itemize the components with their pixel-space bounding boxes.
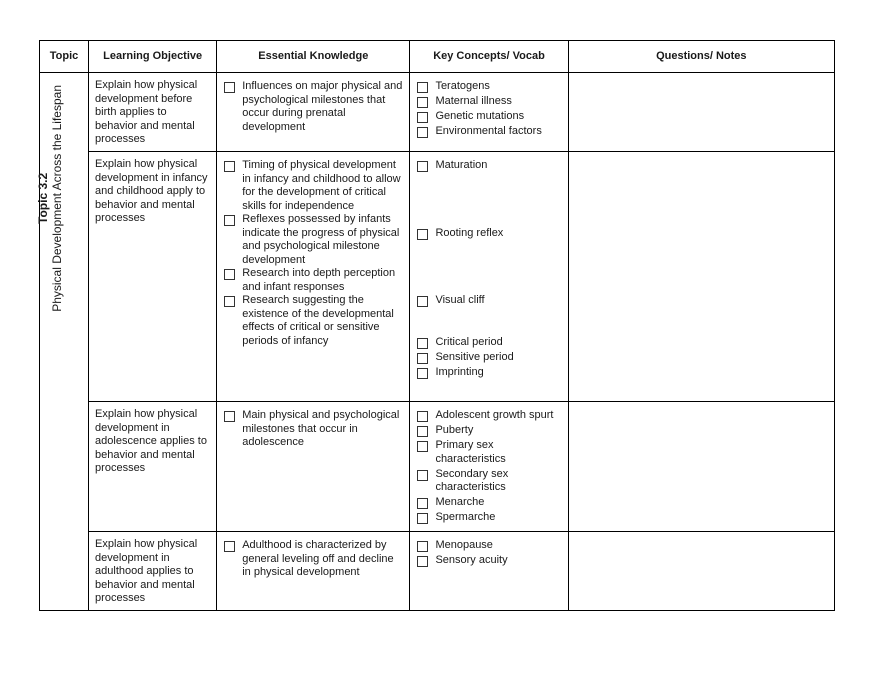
checkbox[interactable] bbox=[417, 229, 428, 240]
concept-item[interactable] bbox=[417, 294, 561, 308]
checkbox[interactable] bbox=[417, 97, 428, 108]
header-key-concepts: Key Concepts/ Vocab bbox=[410, 41, 568, 73]
checkbox[interactable] bbox=[224, 269, 235, 280]
concepts-cell bbox=[410, 73, 568, 152]
concept-item[interactable] bbox=[417, 554, 561, 568]
checkbox[interactable] bbox=[417, 368, 428, 379]
concept-text: Environmental factors bbox=[435, 125, 542, 137]
checkbox[interactable] bbox=[224, 411, 235, 422]
concept-text: Puberty bbox=[435, 424, 474, 436]
knowledge-cell bbox=[217, 532, 410, 611]
checkbox[interactable] bbox=[417, 161, 428, 172]
objective-text: Explain how physical development before birth applies to behavior and mental processes bbox=[95, 79, 198, 145]
checkbox[interactable] bbox=[224, 296, 235, 307]
checkbox[interactable] bbox=[417, 441, 428, 452]
checkbox[interactable] bbox=[417, 426, 428, 437]
concept-item[interactable] bbox=[417, 110, 561, 124]
objective-text: Explain how physical development in infancy and childhood apply to behavior and mental processes bbox=[95, 158, 208, 224]
knowledge-text: Adulthood is characterized by general leveling off and decline in physical development bbox=[242, 539, 394, 578]
concept-text: Maturation bbox=[435, 159, 488, 171]
checkbox[interactable] bbox=[417, 470, 428, 481]
concept-text: Maternal illness bbox=[435, 95, 512, 107]
knowledge-text: Timing of physical development in infancy and childhood to allow for the development of critical skills for independence bbox=[242, 159, 401, 212]
concept-item[interactable] bbox=[417, 125, 561, 139]
notes-cell[interactable] bbox=[568, 73, 834, 152]
concept-item[interactable] bbox=[417, 439, 561, 466]
concept-text: Imprinting bbox=[435, 365, 484, 378]
concept-text: Rooting reflex bbox=[435, 226, 504, 239]
concept-text: Critical period bbox=[435, 335, 503, 348]
knowledge-item[interactable] bbox=[224, 539, 403, 580]
concept-item[interactable] bbox=[417, 424, 561, 438]
concept-text: Genetic mutations bbox=[435, 110, 525, 122]
knowledge-cell bbox=[217, 402, 410, 532]
knowledge-item[interactable] bbox=[224, 80, 403, 134]
checkbox[interactable] bbox=[417, 513, 428, 524]
topic-cell bbox=[36, 73, 89, 611]
knowledge-text: Research suggesting the existence of the developmental effects of critical or sensitive periods of infancy bbox=[242, 294, 394, 347]
header-questions-notes: Questions/ Notes bbox=[568, 41, 834, 73]
checkbox[interactable] bbox=[417, 112, 428, 123]
knowledge-item[interactable] bbox=[224, 213, 403, 267]
concepts-cell bbox=[410, 532, 568, 611]
knowledge-text: Influences on major physical and psychological milestones that occur during prenatal development bbox=[242, 80, 403, 133]
concept-item[interactable] bbox=[417, 409, 561, 423]
concept-text: Menarche bbox=[435, 496, 485, 508]
table-row bbox=[40, 152, 835, 402]
checkbox[interactable] bbox=[224, 82, 235, 93]
checkbox[interactable] bbox=[224, 541, 235, 552]
header-topic: Topic bbox=[40, 41, 89, 73]
checkbox[interactable] bbox=[224, 215, 235, 226]
checkbox[interactable] bbox=[417, 82, 428, 93]
knowledge-text: Reflexes possessed by infants indicate the progress of physical and psychological milestone development bbox=[242, 213, 400, 266]
checkbox[interactable] bbox=[417, 296, 428, 307]
knowledge-cell bbox=[217, 152, 410, 402]
table-row bbox=[40, 402, 835, 532]
concept-item[interactable] bbox=[417, 366, 561, 380]
checkbox[interactable] bbox=[417, 498, 428, 509]
objective-cell bbox=[89, 152, 217, 402]
topic-number: Topic 3.2 bbox=[36, 172, 51, 224]
notes-cell[interactable] bbox=[568, 532, 834, 611]
concept-text: Menopause bbox=[435, 539, 493, 551]
concept-text: Secondary sex characteristics bbox=[435, 467, 509, 493]
checkbox[interactable] bbox=[417, 353, 428, 364]
concept-text: Sensory acuity bbox=[435, 554, 508, 566]
concept-item[interactable] bbox=[417, 351, 561, 365]
objective-cell bbox=[89, 532, 217, 611]
concept-item[interactable] bbox=[417, 511, 561, 525]
concept-item[interactable] bbox=[417, 227, 561, 241]
header-learning-objective: Learning Objective bbox=[89, 41, 217, 73]
concept-text: Spermarche bbox=[435, 511, 496, 523]
knowledge-item[interactable] bbox=[224, 409, 403, 450]
notes-cell[interactable] bbox=[568, 402, 834, 532]
knowledge-item[interactable] bbox=[224, 267, 403, 294]
concept-item[interactable] bbox=[417, 539, 561, 553]
topic-title: Physical Development Across the Lifespan bbox=[50, 85, 65, 312]
header-essential-knowledge: Essential Knowledge bbox=[217, 41, 410, 73]
checkbox[interactable] bbox=[417, 556, 428, 567]
table-row bbox=[40, 532, 835, 611]
knowledge-text: Research into depth perception and infant responses bbox=[242, 267, 396, 293]
concept-text: Visual cliff bbox=[435, 294, 485, 306]
concept-item[interactable] bbox=[417, 80, 561, 94]
checkbox[interactable] bbox=[417, 411, 428, 422]
concept-item[interactable] bbox=[417, 159, 561, 173]
knowledge-text: Main physical and psychological milestones that occur in adolescence bbox=[242, 409, 400, 448]
concept-text: Sensitive period bbox=[435, 350, 514, 363]
knowledge-item[interactable] bbox=[224, 294, 403, 348]
checkbox[interactable] bbox=[417, 127, 428, 138]
study-guide-table bbox=[36, 40, 835, 611]
concept-item[interactable] bbox=[417, 336, 561, 350]
objective-text: Explain how physical development in adolescence applies to behavior and mental processes bbox=[95, 408, 207, 474]
table-row bbox=[40, 73, 835, 152]
objective-cell bbox=[89, 73, 217, 152]
objective-cell bbox=[89, 402, 217, 532]
concepts-cell bbox=[410, 402, 568, 532]
concept-text: Adolescent growth spurt bbox=[435, 409, 554, 421]
concept-item[interactable] bbox=[417, 95, 561, 109]
notes-cell[interactable] bbox=[568, 152, 834, 402]
concepts-cell bbox=[410, 152, 568, 402]
knowledge-item[interactable] bbox=[224, 159, 403, 213]
checkbox[interactable] bbox=[417, 338, 428, 349]
concept-text: Teratogens bbox=[435, 80, 490, 92]
concept-item[interactable] bbox=[417, 496, 561, 510]
checkbox[interactable] bbox=[224, 161, 235, 172]
checkbox[interactable] bbox=[417, 541, 428, 552]
header-row bbox=[40, 41, 835, 73]
objective-text: Explain how physical development in adulthood applies to behavior and mental processes bbox=[95, 538, 198, 604]
concept-item[interactable] bbox=[417, 468, 561, 495]
concept-text: Primary sex characteristics bbox=[435, 439, 506, 465]
knowledge-cell bbox=[217, 73, 410, 152]
